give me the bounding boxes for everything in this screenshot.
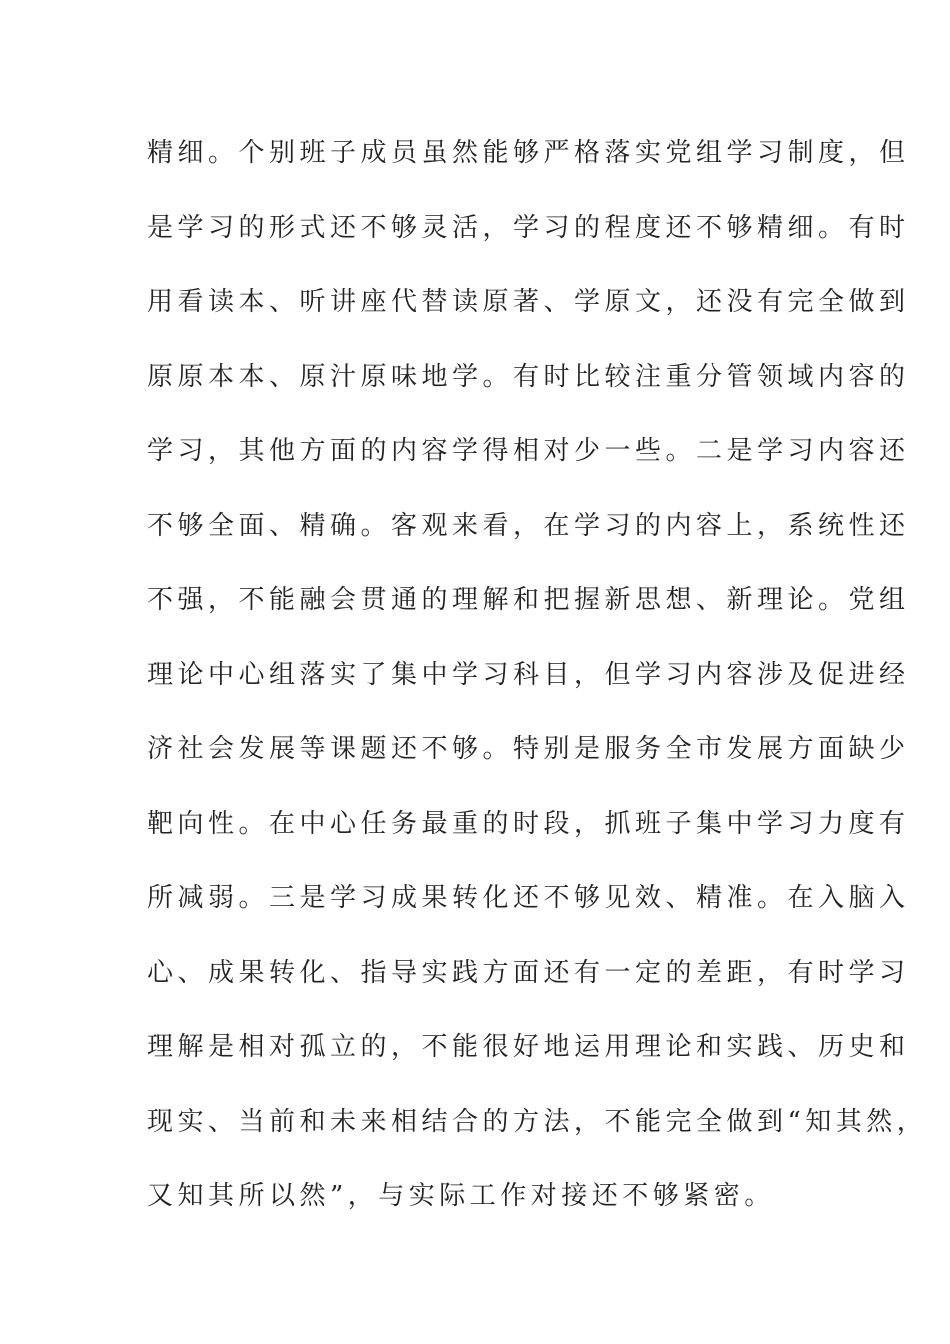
text-line: 是学习的形式还不够灵活，学习的程度还不够精细。有时	[147, 212, 910, 243]
text-line: 现实、当前和未来相结合的方法，不能完全做到“知其然，	[147, 1106, 928, 1137]
text-line: 理解是相对孤立的，不能很好地运用理论和实践、历史和	[147, 1032, 910, 1062]
text-line: 用看读本、听讲座代替读原著、学原文，还没有完全做到	[147, 287, 910, 317]
text-line: 不够全面、精确。客观来看，在学习的内容上，系统性还	[147, 510, 910, 541]
text-line: 理论中心组落实了集中学习科目，但学习内容涉及促进经	[147, 659, 910, 690]
text-line: 原原本本、原汁原味地学。有时比较注重分管领域内容的	[147, 361, 910, 392]
text-line: 精细。个别班子成员虽然能够严格落实党组学习制度，但	[147, 138, 910, 168]
text-line: 靶向性。在中心任务最重的时段，抓班子集中学习力度有	[147, 808, 910, 839]
body-paragraph	[147, 128, 928, 1246]
text-line: 所减弱。三是学习成果转化还不够见效、精准。在入脑入	[147, 883, 910, 913]
text-line: 又知其所以然”，与实际工作对接还不够紧密。	[147, 1181, 775, 1211]
text-line: 济社会发展等课题还不够。特别是服务全市发展方面缺少	[147, 734, 910, 764]
text-line: 学习，其他方面的内容学得相对少一些。二是学习内容还	[147, 436, 910, 466]
text-line: 心、成果转化、指导实践方面还有一定的差距，有时学习	[147, 957, 910, 988]
text-line: 不强，不能融会贯通的理解和把握新思想、新理论。党组	[147, 585, 910, 615]
